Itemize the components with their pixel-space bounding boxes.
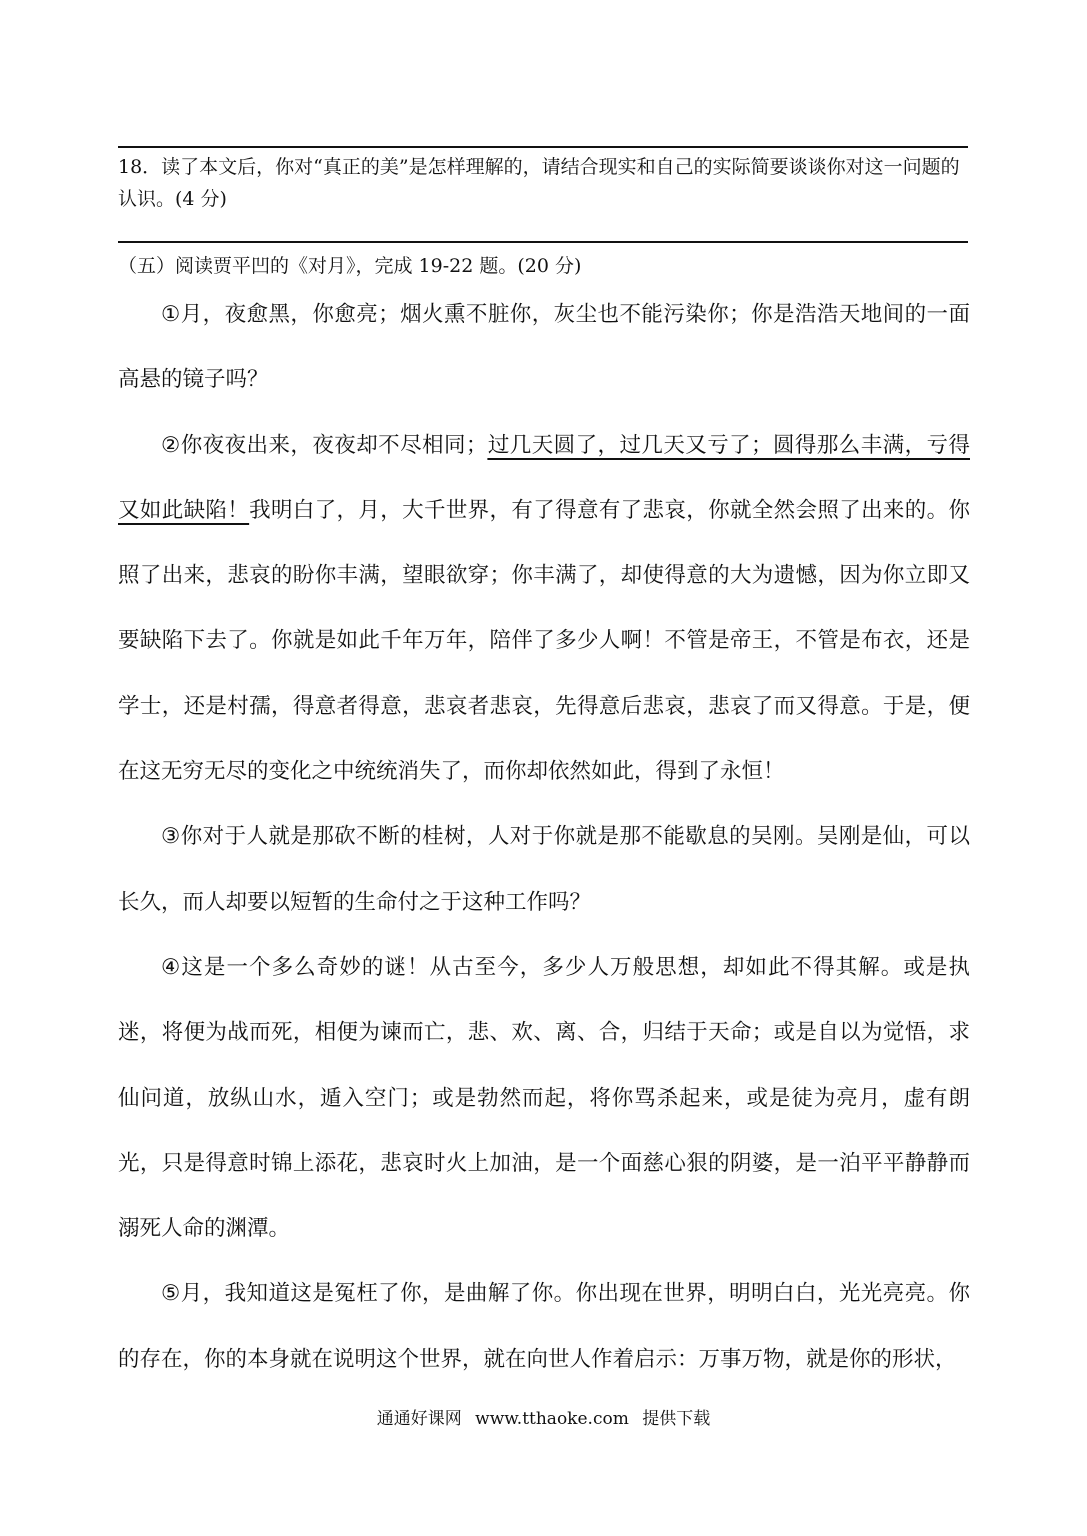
footer-note: 提供下载 [642, 1409, 711, 1429]
underlined-sentence: 过几天圆了，过几天又亏了；圆得那么丰满，亏得又如此缺陷！ [118, 432, 970, 523]
paragraph-1: ①月，夜愈黑，你愈亮；烟火熏不脏你，灰尘也不能污染你；你是浩浩天地间的一面高悬的镜子吗？ [118, 302, 970, 393]
footer-site: 通通好课网 [376, 1409, 462, 1429]
paragraph-2-rest: 我明白了，月，大千世界，有了得意有了悲哀，你就全然会照了出来的。你照了出来，悲哀的盼你丰满，望眼欲穿；你丰满了，却使得意的大为遗憾，因为你立即又要缺陷下去了。你就是如此千年万年，陪伴了多少人啊！不管是帝王，不管是布衣，还是学士，还是村孺，得意者得意，悲哀者悲哀，先得意后悲哀，悲哀了而又得意。于是，便在这无穷无尽的变化之中统统消失了，而你却依然如此，得到了永恒！ [118, 497, 970, 785]
paragraph-4: ④这是一个多么奇妙的谜！从古至今，多少人万般思想，却如此不得其解。或是执迷，将便为战而死，相便为谏而亡，悲、欢、离、合，归结于天命；或是自以为觉悟，求仙问道，放纵山水，遁入空门；或是勃然而起，将你骂杀起来，或是徒为亮月，虚有朗光，只是得意时锦上添花，悲哀时火上加油，是一个面慈心狠的阴婆，是一泊平平静静而溺死人命的渊潭。 [118, 954, 970, 1242]
question-18: 18．读了本文后，你对“真正的美”是怎样理解的，请结合现实和自己的实际简要谈谈你对这一问题的认识。(4 分) [118, 156, 960, 210]
reading-passage [118, 282, 970, 1392]
top-divider [118, 146, 968, 148]
paragraph-2 [118, 413, 970, 805]
page-footer [0, 1407, 1087, 1431]
footer-url: www.tthaoke.com [475, 1409, 629, 1429]
paragraph-2-start: ②你夜夜出来，夜夜却不尽相同； [161, 432, 488, 458]
section-title: （五）阅读贾平凹的《对月》，完成 19-22 题。(20 分) [118, 255, 582, 277]
paragraph-5: ⑤月，我知道这是冤枉了你，是曲解了你。你出现在世界，明明白白，光光亮亮。你的存在，你的本身就在说明这个世界，就在向世人作着启示：万事万物，就是你的形状， [118, 1281, 970, 1372]
paragraph-3: ③你对于人就是那砍不断的桂树，人对于你就是那不能歇息的吴刚。吴刚是仙，可以长久，而人却要以短暂的生命付之于这种工作吗？ [118, 824, 970, 915]
section-divider [118, 241, 968, 243]
